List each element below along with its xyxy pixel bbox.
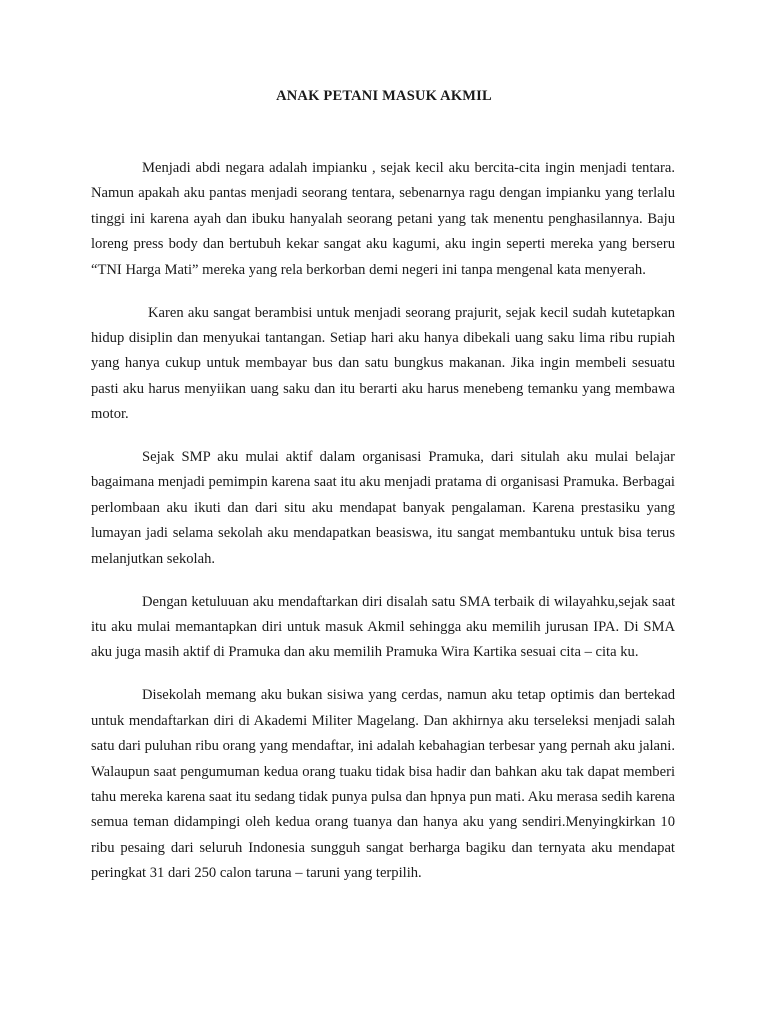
document-body [91,156,675,887]
paragraph-2: Karen aku sangat berambisi untuk menjadi seorang prajurit, sejak kecil sudah kutetapkan hidup disiplin dan menyukai tantangan. Setiap hari aku hanya dibekali uang saku lima ribu rupiah yang hanya cukup untuk membayar bus dan satu bungkus makanan. Jika ingin membeli sesuatu pasti aku harus menyiikan uang saku dan itu berarti aku harus menebeng temanku yang membawa motor. [91,304,675,423]
paragraph-5: Disekolah memang aku bukan sisiwa yang cerdas, namun aku tetap optimis dan bertekad untuk mendaftarkan diri di Akademi Militer Magelang. Dan akhirnya aku terseleksi menjadi salah satu dari puluhan ribu orang yang mendaftar, ini adalah kebahagian terbesar yang pernah aku jalani. Walaupun saat pengumuman kedua orang tuaku tidak bisa hadir dan bahkan aku tak dapat memberi tahu mereka karena saat itu sedang tidak punya pulsa dan hpnya pun mati. Aku merasa sedih karena semua teman didampingi oleh kedua orang tuanya dan hanya aku yang sendiri.Menyingkirkan 10 ribu pesaing dari seluruh Indonesia sungguh sangat berharga bagiku dan ternyata aku mendapat peringkat 31 dari 250 calon taruna – taruni yang terpilih. [91,687,675,882]
paragraph-3: Sejak SMP aku mulai aktif dalam organisasi Pramuka, dari situlah aku mulai belajar bagaimana menjadi pemimpin karena saat itu aku menjadi pratama di organisasi Pramuka. Berbagai perlombaan aku ikuti dan dari situ aku mendapat banyak pengalaman. Karena prestasiku yang lumayan jadi selama sekolah aku mendapatkan beasiswa, itu sangat membantuku untuk bisa terus melanjutkan sekolah. [91,449,675,567]
paragraph-1: Menjadi abdi negara adalah impianku , sejak kecil aku bercita-cita ingin menjadi tentara. Namun apakah aku pantas menjadi seorang tentara, sebenarnya ragu dengan impianku yang terlalu tinggi ini karena ayah dan ibuku hanyalah seorang petani yang tak menentu penghasilannya. Baju loreng press body dan bertubuh kekar sangat aku kagumi, aku ingin seperti mereka yang berseru “TNI Harga Mati” mereka yang rela berkorban demi negeri ini tanpa mengenal kata menyerah. [91,160,675,278]
document-title: ANAK PETANI MASUK AKMIL [276,88,492,104]
paragraph-4: Dengan ketuluuan aku mendaftarkan diri disalah satu SMA terbaik di wilayahku,sejak saat itu aku mulai memantapkan diri untuk masuk Akmil sehingga aku memilih jurusan IPA. Di SMA aku juga masih aktif di Pramuka dan aku memilih Pramuka Wira Kartika sesuai cita – cita ku. [91,593,675,661]
